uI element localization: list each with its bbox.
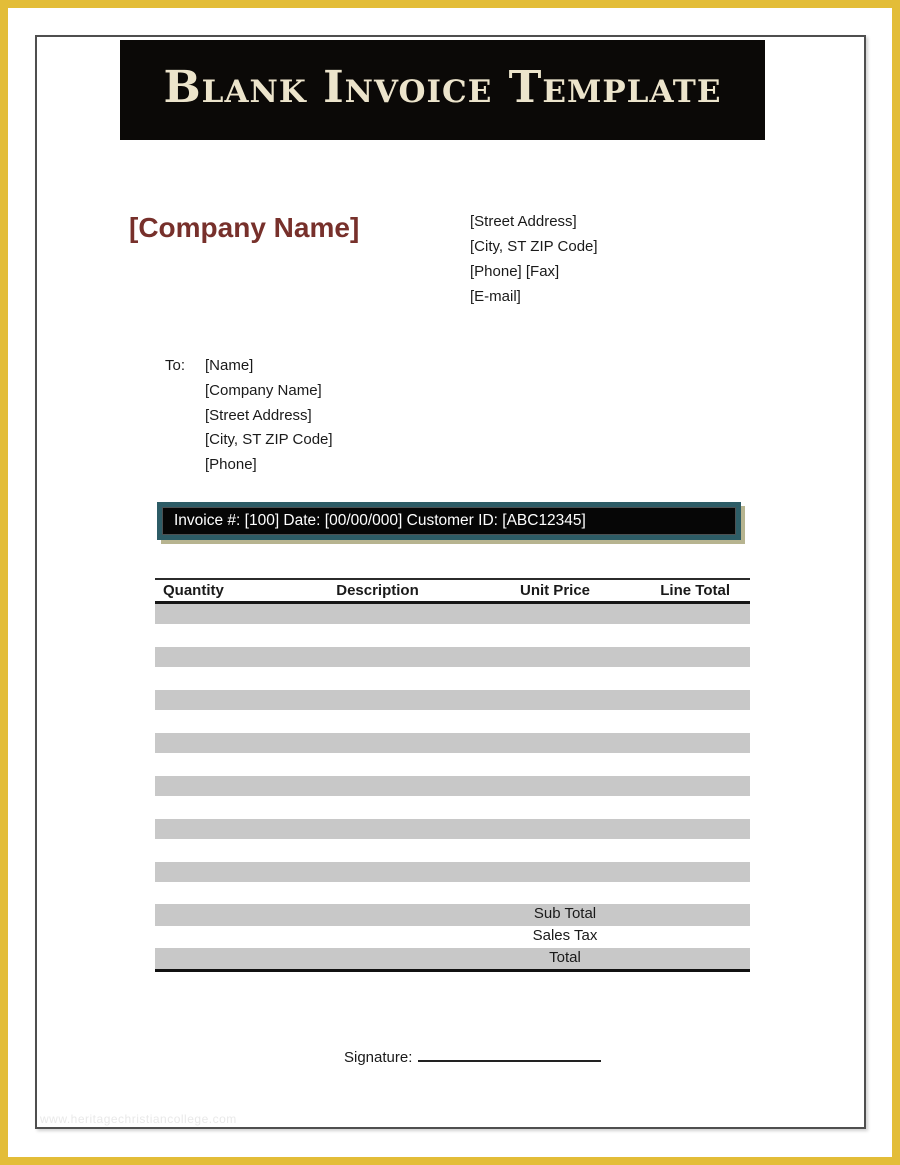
company-phone-fax: [Phone] [Fax]	[470, 263, 560, 280]
recipient-label: To:	[165, 357, 186, 374]
recipient-city-zip: [City, ST ZIP Code]	[205, 431, 333, 449]
column-header-quantity: Quantity	[163, 582, 224, 599]
table-row	[155, 690, 750, 710]
subtotal-label: Sub Total	[533, 905, 597, 922]
company-address-block	[470, 209, 598, 309]
recipient-street-address: [Street Address]	[205, 406, 312, 424]
table-body	[155, 604, 750, 882]
table-row	[155, 819, 750, 839]
total-label: Total	[549, 949, 581, 966]
table-row	[155, 604, 750, 624]
table-row	[155, 776, 750, 796]
company-street-address: [Street Address]	[470, 213, 577, 230]
recipient-block	[165, 354, 333, 478]
recipient-phone: [Phone]	[205, 456, 257, 474]
title-banner	[120, 40, 765, 140]
company-email: [E-mail]	[470, 288, 521, 305]
invoice-meta-bar	[157, 502, 741, 540]
company-name-placeholder: [Company Name]	[129, 212, 360, 243]
table-row	[155, 733, 750, 753]
sales-tax-row	[155, 926, 750, 948]
recipient-lines	[205, 354, 333, 478]
recipient-company: [Company Name]	[205, 381, 322, 399]
watermark-url: www.heritagechristiancollege.com	[40, 1112, 237, 1126]
total-row	[155, 948, 750, 969]
company-city-zip: [City, ST ZIP Code]	[470, 238, 598, 255]
signature-block	[344, 1046, 601, 1066]
column-header-line-total: Line Total	[660, 582, 730, 599]
signature-line	[418, 1046, 601, 1062]
signature-label: Signature:	[344, 1049, 413, 1066]
line-items-table	[155, 578, 750, 972]
table-header-row	[155, 580, 750, 601]
invoice-meta-text: Invoice #: [100] Date: [00/00/000] Customer ID: [ABC12345]	[174, 512, 586, 529]
recipient-name: [Name]	[205, 357, 254, 374]
sales-tax-label: Sales Tax	[532, 927, 598, 944]
subtotal-row	[155, 904, 750, 926]
table-bottom-rule	[155, 969, 750, 972]
column-header-unit-price: Unit Price	[519, 582, 591, 599]
table-row	[155, 647, 750, 667]
table-row	[155, 862, 750, 882]
column-header-description: Description	[336, 582, 419, 599]
page-title: Blank Invoice Template	[163, 61, 722, 113]
